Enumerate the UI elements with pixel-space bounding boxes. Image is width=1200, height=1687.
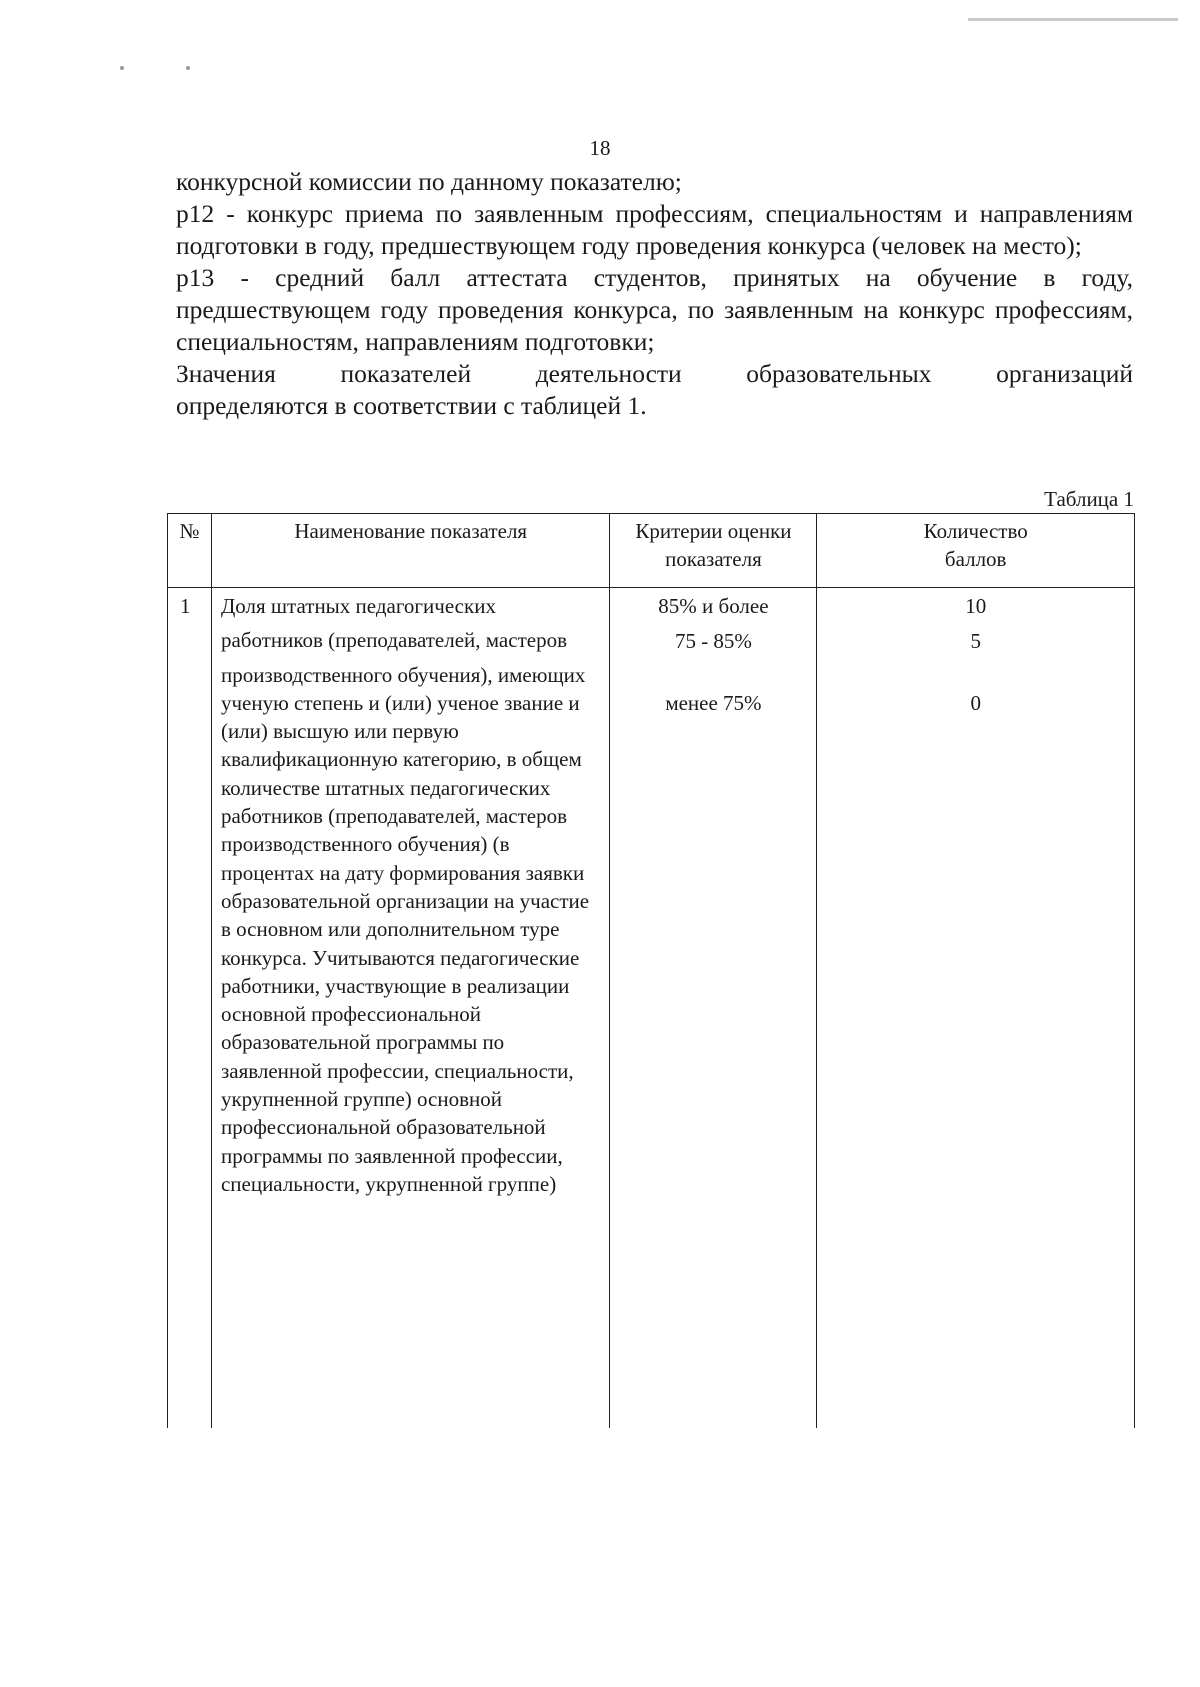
row-name-line-2: работников (преподавателей, мастеров — [220, 628, 567, 653]
indicator-table — [167, 513, 1135, 1428]
row-number-cell — [168, 588, 212, 1429]
paragraph-continuation: конкурсной комиссии по данному показателю; — [176, 167, 682, 196]
body-text — [176, 166, 1133, 422]
row-number: 1 — [180, 594, 191, 618]
header-name: Наименование показателя — [211, 514, 610, 588]
table-header-row — [168, 514, 1135, 588]
row-name-line-3: производственного обучения), имеющих ученую степень и (или) ученое звание и (или) высшую или первую квалификационную категорию, в общем количестве штатных педагогических работников (преподавателей, мастеров производственного обучения) (в процентах на дату формирования заявки образовательной организации на участие в основном или дополнительном туре конкурса. Учитываются педагогические работники, участвующие в реализации основной профессиональной образовательной программы по заявленной профессии, специальности, укрупненной группе) основной профессиональной образовательной программы по заявленной профессии, специальности, укрупненной группе) — [220, 662, 590, 1196]
header-criteria: Критерии оценки показателя — [610, 514, 817, 588]
header-points: Количество баллов — [817, 514, 1135, 588]
paragraph-p13: p13 - средний балл аттестата студентов, принятых на обучение в году, предшествующем году проведения конкурса, по заявленным на конкурс профессиям, специальностям, направлениям подготовки; — [176, 263, 1133, 356]
row-name-line-1: Доля штатных педагогических — [220, 594, 496, 618]
row-name-cell — [211, 588, 610, 1429]
header-number: № — [168, 514, 212, 588]
paragraph-values-line: Значения показателей деятельности образовательных организаций — [176, 359, 1133, 388]
criteria-high: 85% и более — [658, 594, 769, 618]
paragraph-p12: p12 - конкурс приема по заявленным профессиям, специальностям и направлениям подготовки в году, предшествующем году проведения конкурса (человек на место); — [176, 199, 1133, 260]
paragraph-values-end: определяются в соответствии с таблицей 1. — [176, 391, 647, 420]
row-points-cell — [817, 588, 1135, 1429]
scan-speck — [120, 66, 124, 70]
points-high: 10 — [965, 594, 987, 618]
page-number: 18 — [589, 136, 611, 160]
table-caption: Таблица 1 — [1044, 487, 1134, 511]
criteria-mid: 75 - 85% — [674, 629, 752, 653]
scan-edge-line — [968, 18, 1178, 21]
points-mid: 5 — [970, 629, 981, 653]
criteria-low: менее 75% — [665, 691, 762, 715]
table-row — [168, 588, 1135, 1429]
scan-speck — [186, 66, 190, 70]
row-criteria-cell — [610, 588, 817, 1429]
points-low: 0 — [970, 691, 981, 715]
